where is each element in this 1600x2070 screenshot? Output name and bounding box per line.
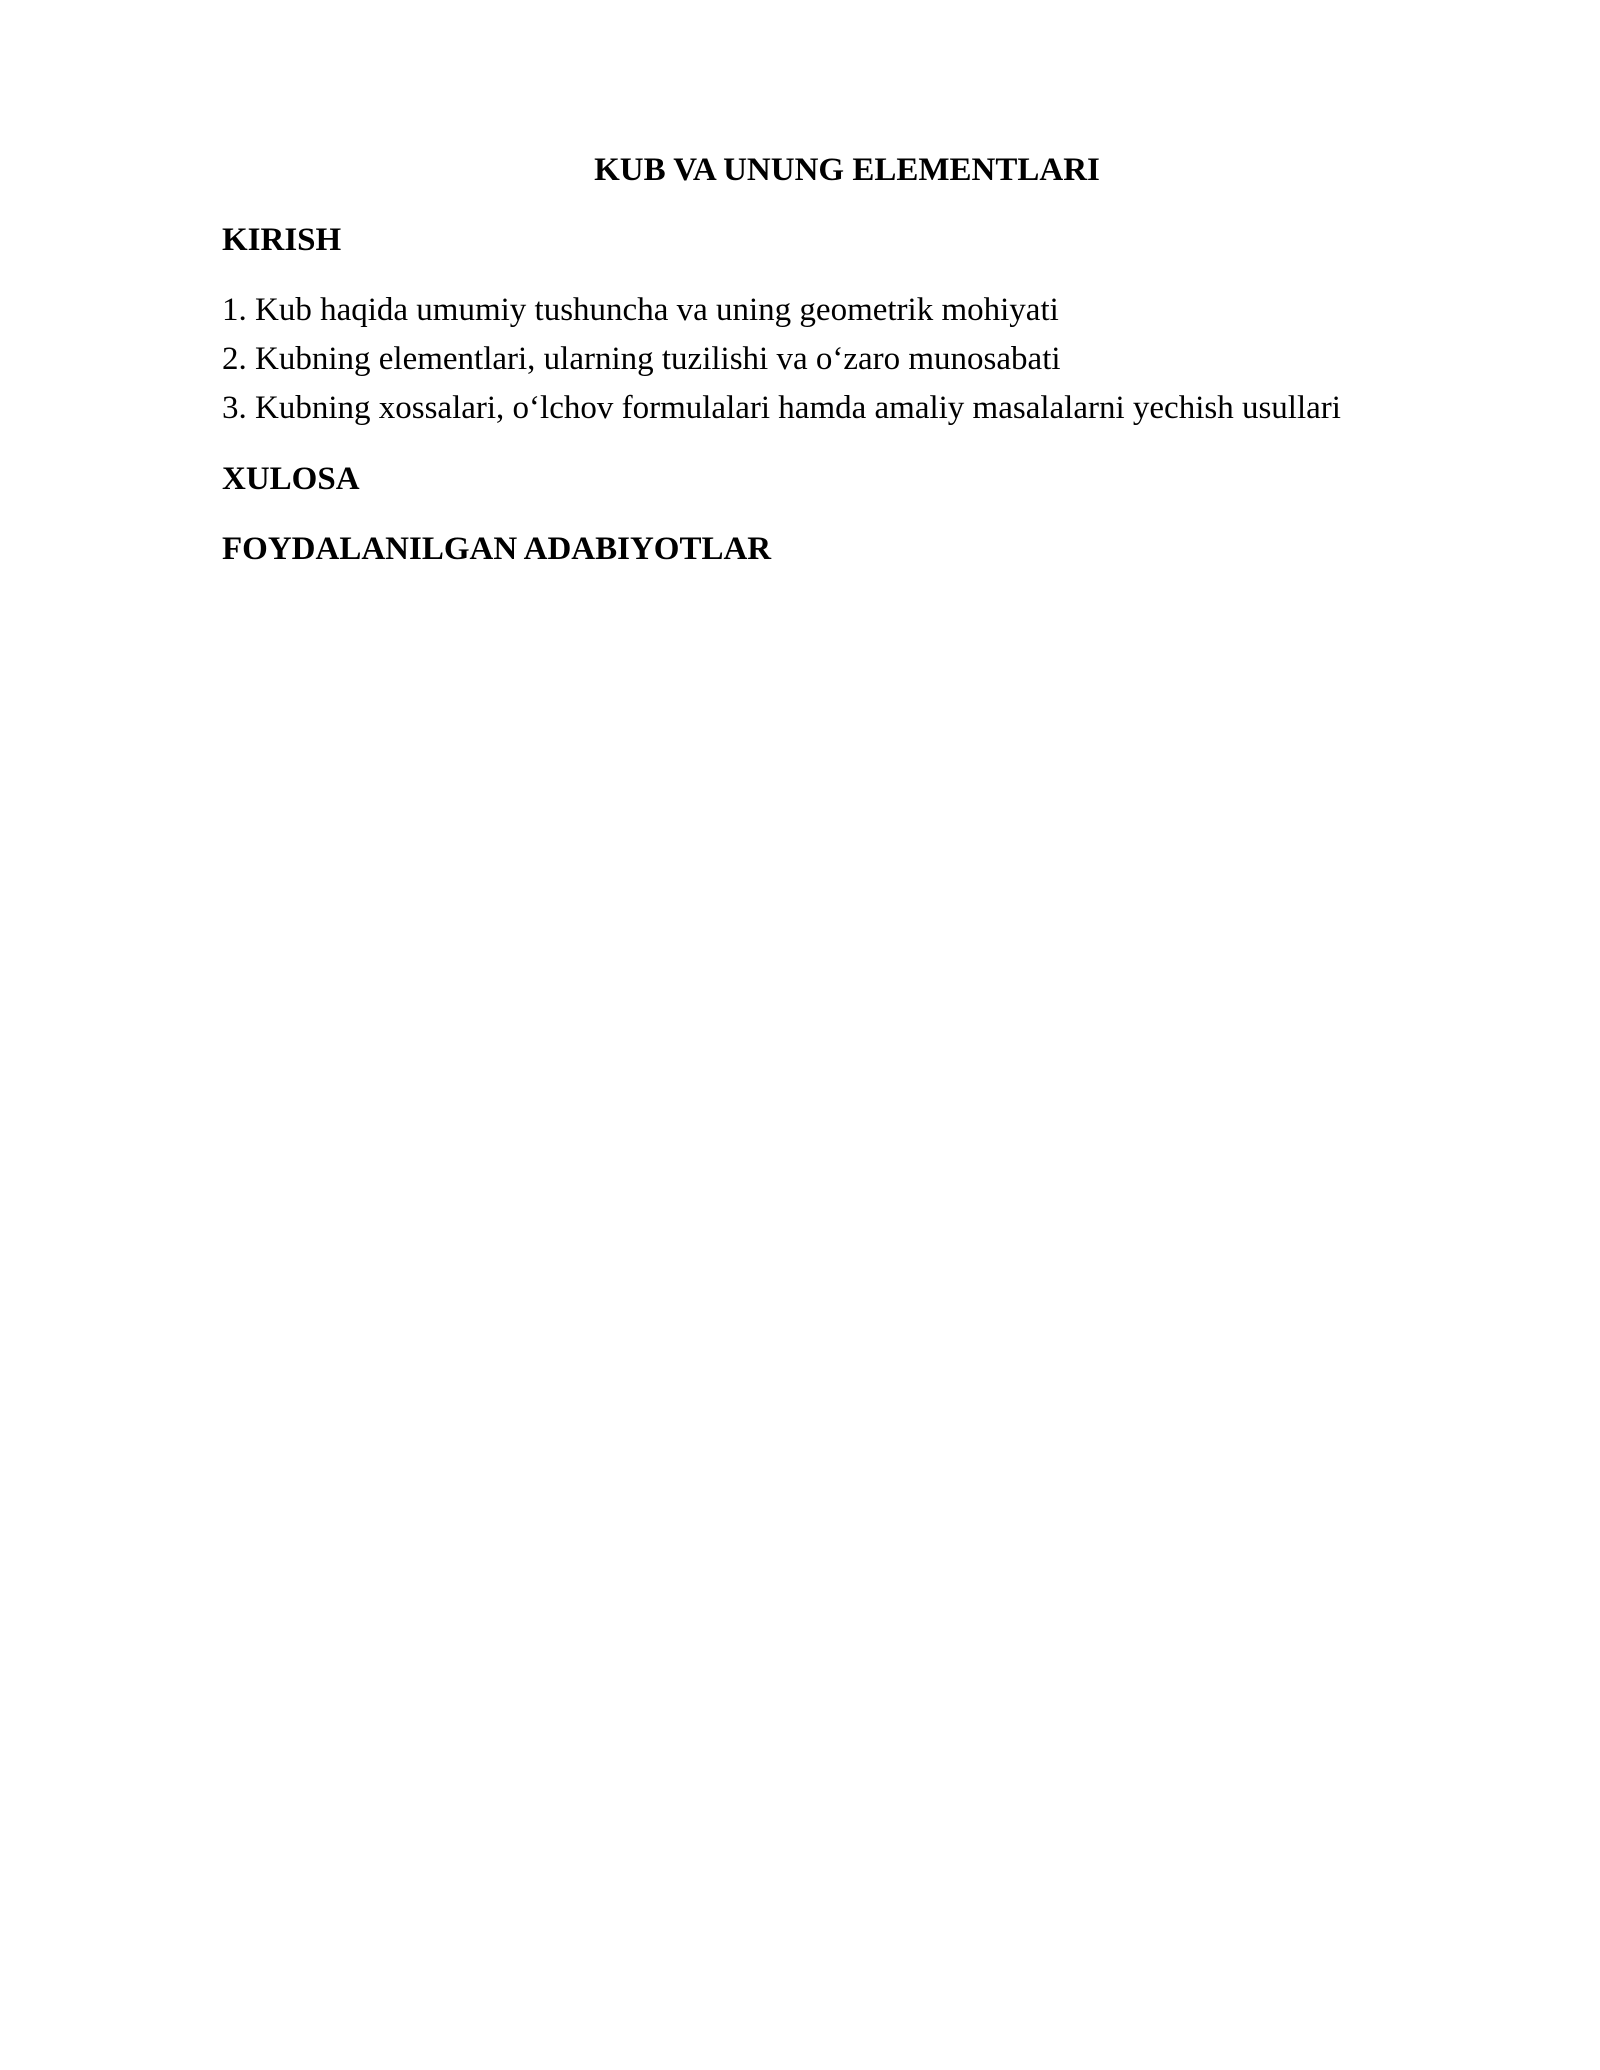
chapter-item: 1. Kub haqida umumiy tushuncha va uning geometrik mohiyati	[222, 292, 1059, 328]
conclusion-heading: XULOSA	[222, 461, 360, 497]
chapter-item: 3. Kubning xossalari, o‘lchov formulalari hamda amaliy masalalarni yechish usullari	[222, 390, 1341, 426]
document-content	[222, 146, 1472, 573]
intro-heading: KIRISH	[222, 222, 342, 258]
document-title: KUB VA UNUNG ELEMENTLARI	[594, 152, 1100, 188]
chapter-list	[222, 286, 1472, 433]
references-heading: FOYDALANILGAN ADABIYOTLAR	[222, 531, 772, 567]
chapter-item: 2. Kubning elementlari, ularning tuzilishi va o‘zaro munosabati	[222, 341, 1061, 377]
